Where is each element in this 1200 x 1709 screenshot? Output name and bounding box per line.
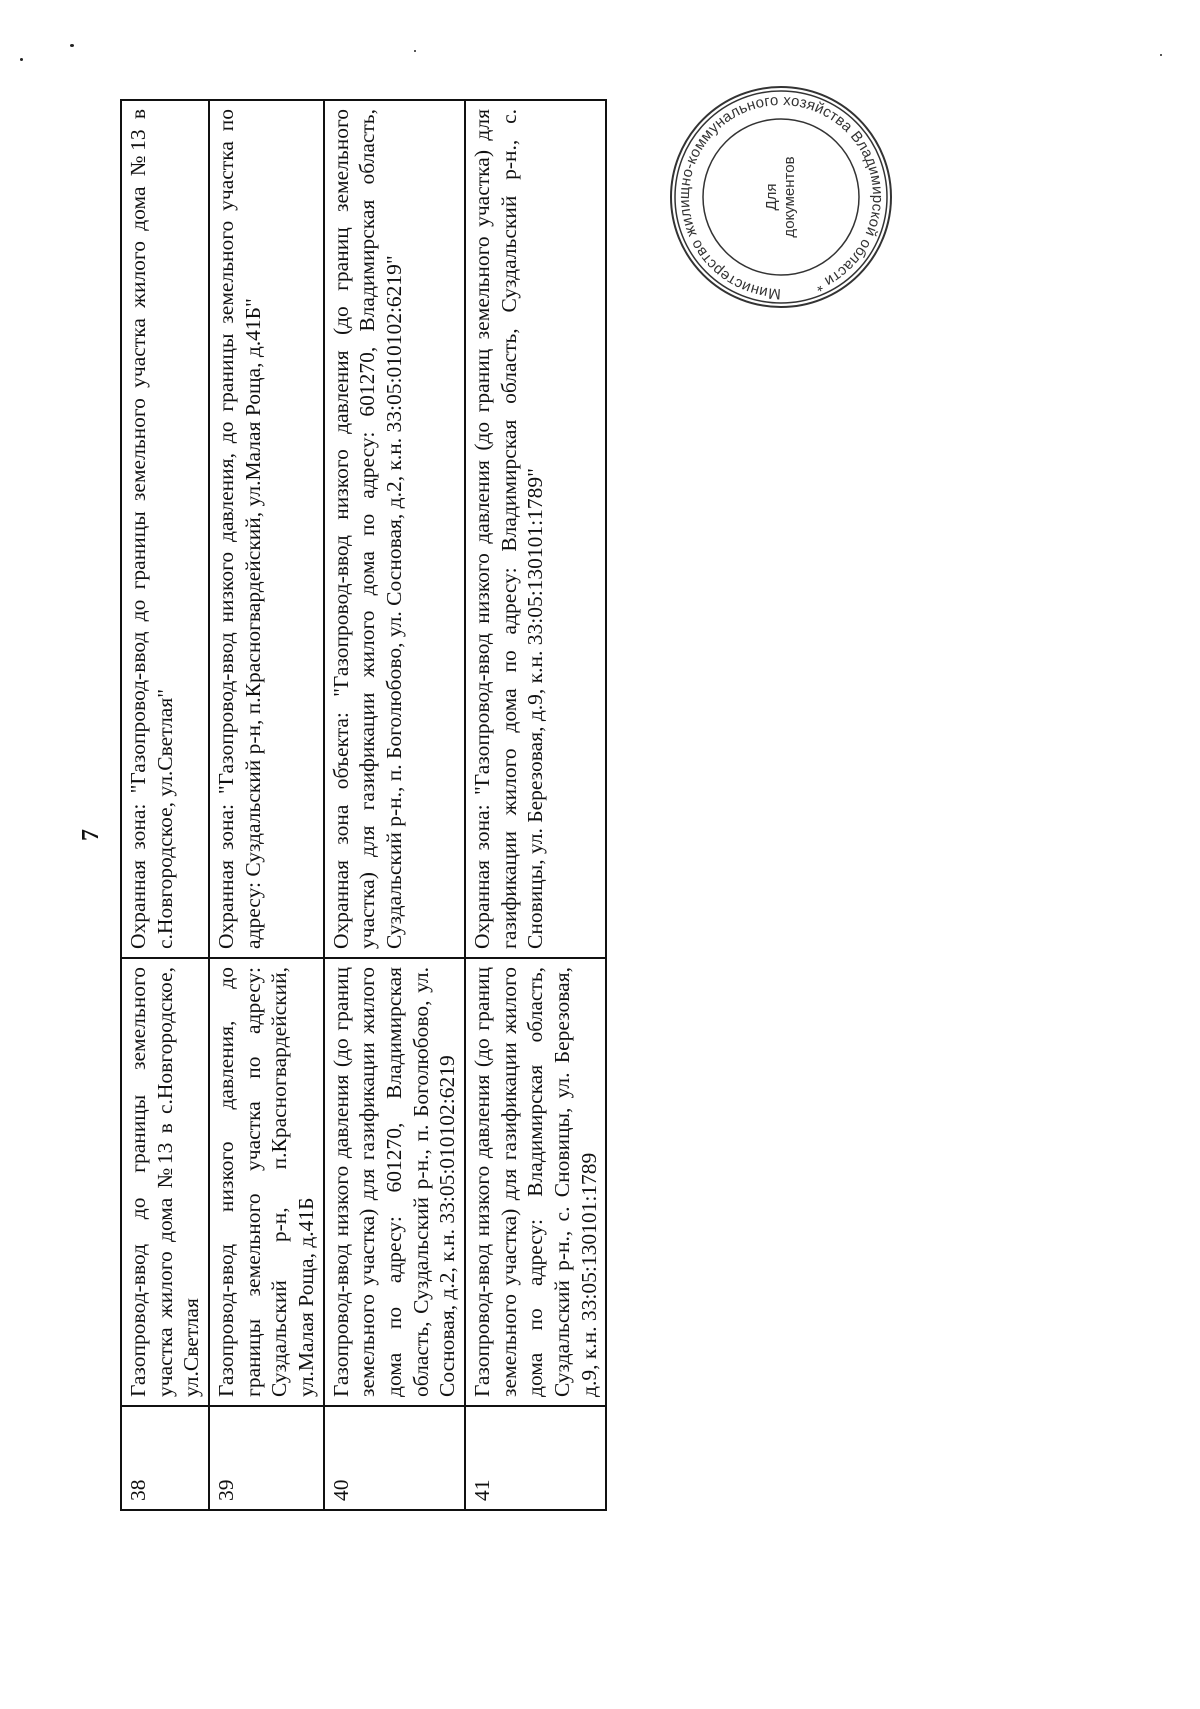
row-number: 38 bbox=[121, 1406, 209, 1510]
scan-speck bbox=[414, 50, 416, 52]
object-description: Газопровод-ввод до границы земельного участка жилого дома №13 в с.Новгородское, ул.Светлая bbox=[121, 958, 209, 1406]
stamp-center-line: Для bbox=[763, 183, 780, 211]
scan-speck bbox=[1160, 54, 1162, 56]
scan-speck bbox=[70, 44, 74, 47]
zone-description: Охранная зона объекта: "Газопровод-ввод низкого давления (до границ земельного участка) для газификации жилого дома по адресу: 601270, Владимирская область, Суздальский р-н., п. Боголюбово, ул. Сосновая, д.2, к.н. 33:05:010102:6219" bbox=[324, 100, 465, 958]
zone-description: Охранная зона: "Газопровод-ввод до границы земельного участка жилого дома №13 в с.Новгородское, ул.Светлая" bbox=[121, 100, 209, 958]
official-stamp bbox=[668, 84, 894, 310]
page-number: 7 bbox=[78, 829, 104, 841]
object-description: Газопровод-ввод низкого давления (до границ земельного участка) для газификации жилого дома по адресу: Владимирская область, Суздальский р-н., с. Сновицы, ул. Березовая, д.9, к.н. 33:05:130101:1789 bbox=[465, 958, 606, 1406]
stamp-ring-text: Министерство жилищно-коммунального хозяйства Владимирской области * bbox=[675, 91, 887, 303]
objects-table bbox=[120, 99, 607, 1511]
zone-description: Охранная зона: "Газопровод-ввод низкого давления (до границ земельного участка) для газификации жилого дома по адресу: Владимирская область, Суздальский р-н., с. Сновицы, ул. Березовая, д.9, к.н. 33:05:130101:1789" bbox=[465, 100, 606, 958]
table-row bbox=[465, 100, 606, 1510]
zone-description: Охранная зона: "Газопровод-ввод низкого давления, до границы земельного участка по адресу: Суздальский р-н, п.Красногвардейский, ул.Малая Роща, д.41Б" bbox=[209, 100, 324, 958]
row-number: 41 bbox=[465, 1406, 606, 1510]
scan-speck bbox=[20, 58, 23, 61]
row-number: 39 bbox=[209, 1406, 324, 1510]
table-row bbox=[121, 100, 209, 1510]
stamp-center-line: документов bbox=[781, 156, 798, 238]
rotated-page-content bbox=[78, 99, 640, 1511]
stamp-center-text bbox=[668, 84, 894, 310]
object-description: Газопровод-ввод низкого давления (до границ земельного участка) для газификации жилого дома по адресу: 601270, Владимирская область, Суздальский р-н., п. Боголюбово, ул. Сосновая, д.2, к.н. 33:05:010102:6219 bbox=[324, 958, 465, 1406]
row-number: 40 bbox=[324, 1406, 465, 1510]
table-row bbox=[209, 100, 324, 1510]
table-row bbox=[324, 100, 465, 1510]
object-description: Газопровод-ввод низкого давления, до границы земельного участка по адресу: Суздальский р-н, п.Красногвардейский, ул.Малая Роща, д.41Б bbox=[209, 958, 324, 1406]
